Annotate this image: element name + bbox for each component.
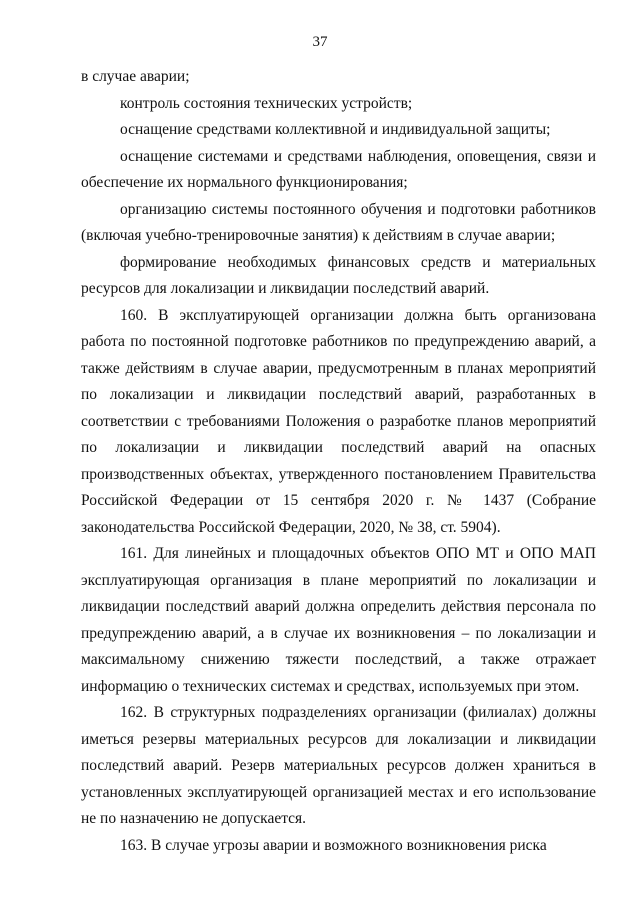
list-item-protection-equipment: оснащение средствами коллективной и индивидуальной защиты; [120, 121, 551, 138]
clause-160: 160. В эксплуатирующей организации должна быть организована работа по постоянной подготовке работников по предупреждению аварий, а также действиям в случае аварии, предусмотренным в планах мероприятий по локализации и ликвидации последствий аварий, разработанных в соответствии с требованиями Положения о разработке планов мероприятий по локализации и ликвидации последствий аварий на опасных производственных объектах, утвержденного постановлением Правительства Российской Федерации от 15 сентября 2020 г. № 1437 (Собрание законодательства Российской Федерации, 2020, № 38, ст. 5904). [81, 306, 596, 536]
list-item-staff-training: организацию системы постоянного обучения и подготовки работников (включая учебно-тренировочные занятия) к действиям в случае аварии; [81, 200, 596, 244]
list-item-monitoring-systems: оснащение системами и средствами наблюдения, оповещения, связи и обеспечение их нормального функционирования; [81, 147, 596, 191]
list-item-equipment-control: контроль состояния технических устройств; [120, 94, 413, 112]
clause-162: 162. В структурных подразделениях организации (филиалах) должны иметься резервы материальных ресурсов для локализации и ликвидации последствий аварий. Резерв материальных ресурсов должен храниться в установленных эксплуатирующей организацией местах и его использование не по назначению не допускается. [81, 704, 596, 827]
list-item-financial-resources: формирование необходимых финансовых средств и материальных ресурсов для локализации и ликвидации последствий аварий. [81, 253, 596, 297]
document-body [81, 64, 596, 859]
paragraph-continuation: в случае аварии; [81, 68, 190, 85]
page-number: 37 [312, 34, 328, 50]
clause-161: 161. Для линейных и площадочных объектов ОПО МТ и ОПО МАП эксплуатирующая организация в плане мероприятий по локализации и ликвидации последствий аварий должна определить действия персонала по предупреждению аварий, а в случае их возникновения – по локализации и максимальному снижению тяжести последствий, а также отражает информацию о технических системах и средствах, используемых при этом. [81, 545, 596, 695]
clause-163: 163. В случае угрозы аварии и возможного возникновения риска [120, 836, 547, 854]
